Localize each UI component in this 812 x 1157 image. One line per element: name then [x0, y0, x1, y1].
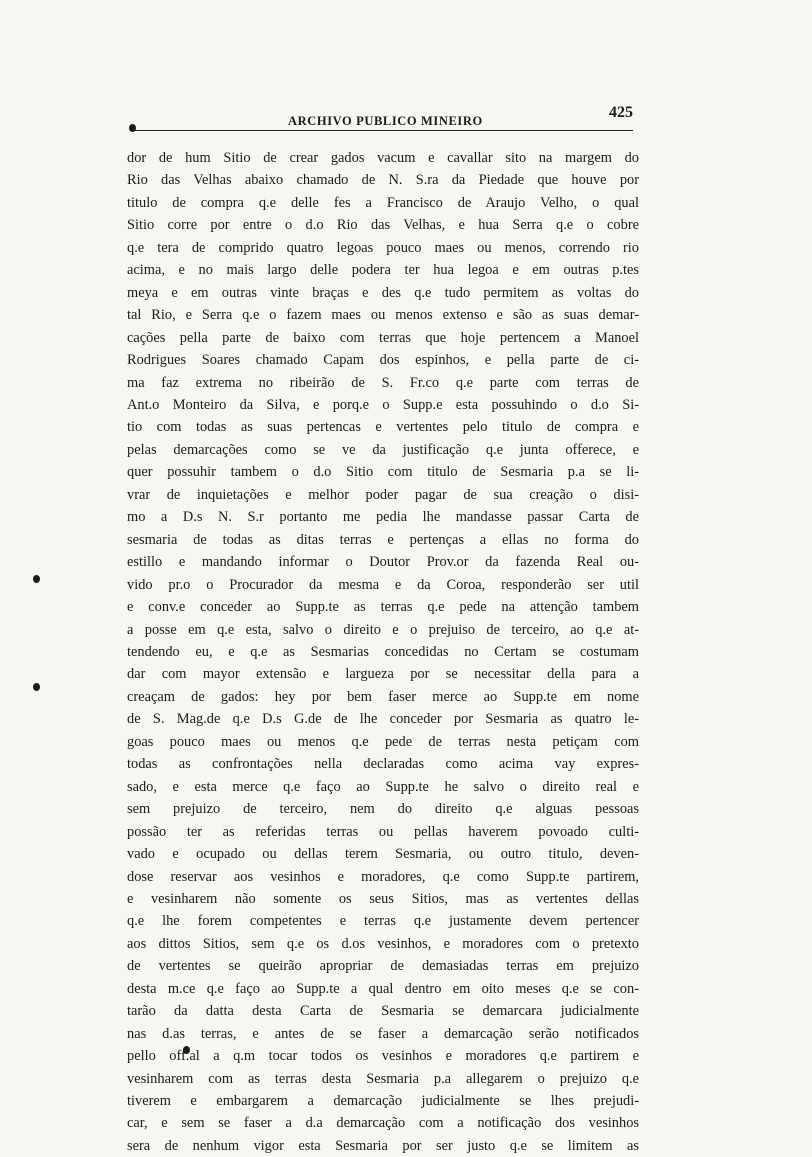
margin-dot-icon [33, 575, 40, 583]
text-line: tal Rio, e Serra q.e o fazem maes ou menos extenso e são as suas demar- [127, 307, 639, 324]
text-line: tio com todas as suas pertencas e vertentes pelo titulo de compra e [127, 419, 639, 436]
text-line: desta m.ce q.e faço ao Supp.te a qual dentro em oito meses q.e se con- [127, 980, 639, 997]
text-line: Rio das Velhas abaixo chamado de N. S.ra da Piedade que houve por [127, 172, 639, 189]
text-line: estillo e mandando informar o Doutor Prov.or da fazenda Real ou- [127, 554, 639, 571]
text-line: cações pella parte de baixo com terras que hoje pertencem a Manoel [127, 329, 639, 346]
text-line: tarão da datta desta Carta de Sesmaria se demarcara judicialmente [127, 1003, 639, 1020]
body-text [127, 147, 639, 1157]
text-line: Rodrigues Soares chamado Capam dos espinhos, e pella parte de ci- [127, 352, 639, 369]
running-header [128, 104, 633, 128]
text-line: dar com mayor extensão e largueza por se necessitar della para a [127, 666, 639, 683]
text-line: e vesinharem não somente os seus Sitios, mas as vertentes dellas [127, 890, 639, 907]
text-line: pelas demarcações como se ve da justificação q.e junta offerece, e [127, 441, 639, 458]
text-line: meya e em outras vinte braças e des q.e tudo permitem as voltas do [127, 284, 639, 301]
text-line: nas d.as terras, e antes de se faser a demarcação serão notificados [127, 1025, 639, 1042]
text-line: Ant.o Monteiro da Silva, e porq.e o Supp.e esta possuhindo o d.o Si- [127, 396, 639, 413]
text-line: q.e lhe forem competentes e terras q.e justamente devem pertencer [127, 913, 639, 930]
text-line: pello off.al a q.m tocar todos os vesinhos e moradores q.e partirem e [127, 1048, 639, 1065]
text-line: dor de hum Sitio de crear gados vacum e cavallar sito na margem do [127, 150, 639, 166]
text-line: mo a D.s N. S.r portanto me pedia lhe mandasse passar Carta de [127, 509, 639, 526]
text-line: quer possuhir tambem o d.o Sitio com titulo de Sesmaria p.a se li- [127, 464, 639, 481]
text-line: de S. Mag.de q.e D.s G.de de lhe conceder por Sesmaria as quatro le- [127, 711, 639, 728]
text-line: goas pouco maes ou menos q.e pede de terras nesta petiçam com [127, 733, 639, 750]
running-title: ARCHIVO PUBLICO MINEIRO [288, 114, 483, 128]
text-line: a posse em q.e esta, salvo o direito e o prejuiso de terceiro, ao q.e at- [127, 621, 639, 638]
page-number: 425 [609, 104, 633, 121]
text-line: dose reservar aos vesinhos e moradores, q.e como Supp.te partirem, [127, 868, 639, 885]
text-line: acima, e no mais largo delle podera ter hua legoa e em outras p.tes [127, 262, 639, 279]
text-line: Sitio corre por entre o d.o Rio das Velhas, e hua Serra q.e o cobre [127, 217, 639, 234]
text-line: sera de nenhum vigor esta Sesmaria por ser justo q.e se limitem as [127, 1137, 639, 1154]
text-line: de vertentes se queirão apropriar de demasiadas terras em prejuizo [127, 958, 639, 975]
text-line: vado e ocupado ou dellas terem Sesmaria, ou outro titulo, deven- [127, 846, 639, 863]
text-line: vrar de inquietações e melhor poder pagar de sua creação o disi- [127, 486, 639, 503]
text-line: ma faz extrema no ribeirão de S. Fr.co q.e parte com terras de [127, 374, 639, 391]
text-line: todas as confrontações nella declaradas como acima vay expres- [127, 756, 639, 773]
text-line: tiverem e embargarem a demarcação judicialmente se lhes prejudi- [127, 1093, 639, 1110]
text-line: sesmaria de todas as ditas terras e pertenças a ellas no forma do [127, 531, 639, 548]
text-line: aos dittos Sitios, sem q.e os d.os vesinhos, e moradores com o pretexto [127, 935, 639, 952]
text-line: titulo de compra q.e delle fes a Francisco de Araujo Velho, o qual [127, 194, 639, 211]
text-line: sem prejuizo de terceiro, nem do direito q.e alguas pessoas [127, 801, 639, 818]
text-line: tendendo eu, e q.e as Sesmarias concedidas no Certam se costumam [127, 643, 639, 660]
header-rule [132, 130, 633, 131]
text-line: sado, e esta merce q.e faço ao Supp.te he salvo o direito real e [127, 778, 639, 795]
text-line: vesinharem com as terras desta Sesmaria p.a allegarem o prejuizo q.e [127, 1070, 639, 1087]
margin-dot-icon [129, 124, 136, 132]
text-line: possão ter as referidas terras ou pellas haverem povoado culti- [127, 823, 639, 840]
text-line: creaçam de gados: hey por bem faser merce ao Supp.te em nome [127, 688, 639, 705]
margin-dot-icon [33, 683, 40, 691]
text-line: car, e sem se faser a d.a demarcação com a notificação dos vesinhos [127, 1115, 639, 1132]
text-line: vido pr.o o Procurador da mesma e da Coroa, responderão ser util [127, 576, 639, 593]
text-line: e conv.e conceder ao Supp.te as terras q.e pede na attenção tambem [127, 599, 639, 616]
text-line: q.e tera de comprido quatro legoas pouco maes ou menos, correndo rio [127, 239, 639, 256]
